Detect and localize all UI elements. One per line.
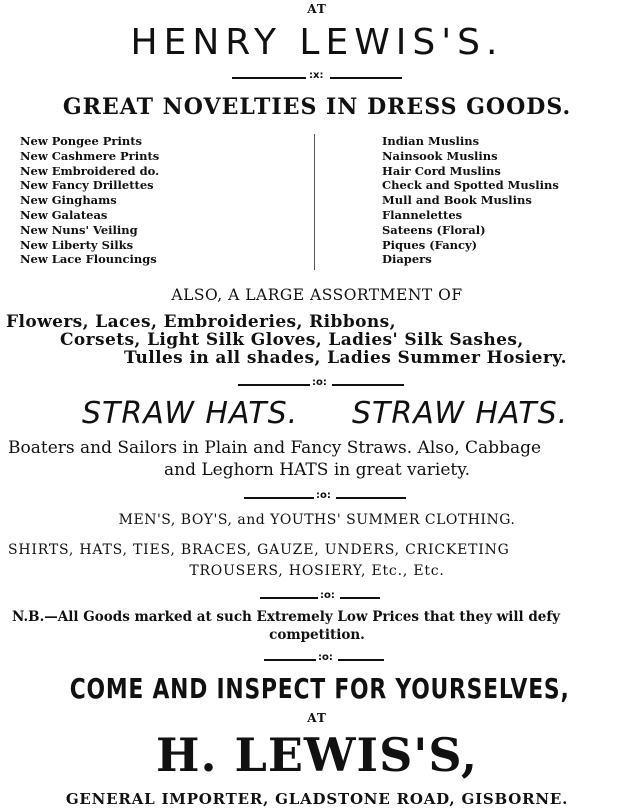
- list-item: Check and Spotted Muslins: [382, 178, 559, 193]
- store-address: GENERAL IMPORTER, GLADSTONE ROAD, GISBORNE.: [65, 790, 569, 808]
- come-inspect-heading: COME AND INSPECT FOR YOURSELVES,: [69, 672, 570, 705]
- clothing-line-1: SHIRTS, HATS, TIES, BRACES, GAUZE, UNDERS, CRICKETING: [8, 542, 510, 558]
- list-item: Nainsook Muslins: [382, 148, 498, 163]
- notice-line-1: N.B.—All Goods marked at such Extremely Low Prices that they will defy: [12, 609, 561, 625]
- column-divider: [314, 134, 315, 270]
- list-item: Indian Muslins: [382, 134, 480, 148]
- list-item: Diapers: [382, 252, 432, 267]
- separator-2: :o:: [0, 379, 634, 391]
- list-item: Sateens (Floral): [382, 222, 486, 237]
- at-label-bottom: AT: [307, 711, 327, 725]
- straw-hats-heading-1: STRAW HATS.: [82, 396, 299, 431]
- list-item: New Cashmere Prints: [20, 148, 160, 163]
- list-item: Hair Cord Muslins: [382, 163, 501, 178]
- list-item: New Fancy Drillettes: [20, 178, 154, 193]
- separator-4: :o:: [0, 592, 634, 604]
- list-item: New Lace Flouncings: [20, 252, 157, 267]
- separator-3: :o:: [0, 492, 634, 504]
- goods-list-left: [20, 134, 159, 267]
- separator-1: :x:: [0, 72, 634, 84]
- assortment-line-1: Flowers, Laces, Embroideries, Ribbons,: [6, 312, 396, 332]
- list-item: New Galateas: [20, 207, 108, 222]
- novelties-heading: GREAT NOVELTIES IN DRESS GOODS.: [62, 94, 572, 120]
- store-name: H. LEWIS'S,: [156, 728, 478, 782]
- notice-line-2: competition.: [269, 627, 365, 643]
- goods-list-right: [382, 134, 559, 267]
- list-item: New Embroidered do.: [20, 163, 160, 178]
- page-title: HENRY LEWIS'S.: [130, 22, 504, 63]
- straw-hats-heading-2: STRAW HATS.: [352, 396, 569, 431]
- list-item: Piques (Fancy): [382, 237, 478, 252]
- list-item: Flannelettes: [382, 207, 463, 222]
- assortment-line-2: Corsets, Light Silk Gloves, Ladies' Silk Sashes,: [60, 330, 524, 350]
- clothing-line-2: TROUSERS, HOSIERY, Etc., Etc.: [189, 563, 445, 579]
- list-item: New Nuns' Veiling: [20, 222, 138, 237]
- list-item: New Ginghams: [20, 193, 117, 208]
- list-item: New Pongee Prints: [20, 134, 143, 148]
- straw-line-2: and Leghorn HATS in great variety.: [164, 460, 470, 480]
- at-label-top: AT: [307, 2, 327, 16]
- assortment-heading: ALSO, A LARGE ASSORTMENT OF: [171, 286, 463, 304]
- list-item: Mull and Book Muslins: [382, 193, 532, 208]
- separator-5: :o:: [0, 654, 634, 666]
- clothing-heading: MEN'S, BOY'S, and YOUTHS' SUMMER CLOTHING.: [118, 512, 516, 528]
- straw-line-1: Boaters and Sailors in Plain and Fancy Straws. Also, Cabbage: [8, 438, 542, 458]
- list-item: New Liberty Silks: [20, 237, 134, 252]
- assortment-line-3: Tulles in all shades, Ladies Summer Hosiery.: [124, 348, 567, 368]
